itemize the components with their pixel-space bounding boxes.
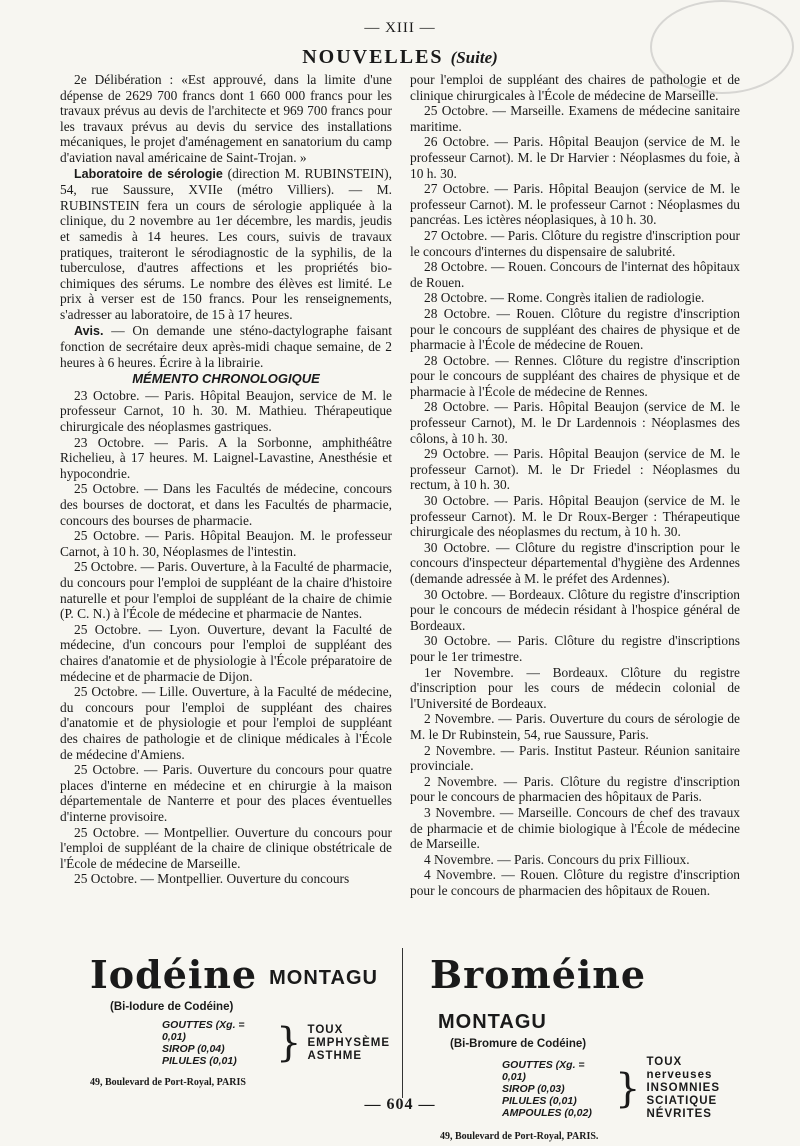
indication-item: TOUX — [307, 1023, 344, 1036]
bromeine-maker: MONTAGU — [438, 1011, 547, 1033]
labo-label: Laboratoire de sérologie — [74, 166, 223, 181]
list-item: 3 Novembre. — Marseille. Concours de chef des travaux de pharmacie et de chimie biologique à l'École de médecine de Marseille. — [410, 804, 740, 852]
list-item: 25 Octobre. — Montpellier. Ouverture du concours pour l'emploi de suppléant de la chaire de clinique obstétricale de l'École de médecine de Marseille. — [60, 824, 392, 871]
bromeine-brand: Broméine — [430, 952, 647, 997]
form-item: AMPOULES (0,02) — [502, 1106, 592, 1119]
page-number: — 604 — — [364, 1096, 436, 1113]
memento-heading: MÉMENTO CHRONOLOGIQUE — [132, 371, 320, 387]
avis-text: — On demande une sténo-dactylographe faisant fonction de secrétaire deux après-midi chaque semaine, de 2 heures à 6 heures. Écrire à la librairie. — [60, 322, 392, 370]
deliberation-paragraph: 2e Délibération : «Est approuvé, dans la limite d'une dépense de 2629 700 francs dont 1 660 000 francs pour les travaux prévus au devis de l'architecte et 969 700 francs pour les travaux prévus au devis du service des installations mécaniques, le projet d'aménagement en sanatorium du camp d'aviation naval américaine de Saint-Trojan. » — [60, 72, 392, 165]
avis-label: Avis. — [74, 323, 104, 338]
iodeine-brand: Iodéine — [90, 952, 258, 997]
section-title — [0, 46, 800, 69]
form-item: SIROP (0,04) — [162, 1043, 225, 1055]
list-item: 28 Octobre. — Rouen. Concours de l'internat des hôpitaux de Rouen. — [410, 259, 740, 290]
brace-icon: } — [615, 1065, 641, 1112]
right-column — [410, 72, 740, 898]
form-item: GOUTTES (Xg. = 0,01) — [502, 1058, 585, 1083]
indication-item: EMPHYSÈME — [307, 1036, 390, 1049]
form-item: PILULES (0,01) — [162, 1055, 237, 1067]
iodeine-maker: MONTAGU — [269, 967, 378, 989]
list-item: 25 Octobre. — Lille. Ouverture, à la Faculté de médecine, du concours pour l'emploi de suppléant des chaires d'anatomie et de physiologie et pour l'emploi de suppléant des chaires de pathologie et de clinique médicales à l'École de médecine d'Amiens. — [60, 684, 392, 762]
section-title-suite: (Suite) — [450, 48, 498, 67]
indication-item: TOUX nerveuses — [646, 1056, 713, 1081]
list-item: 4 Novembre. — Rouen. Clôture du registre d'inscription pour le concours de pharmacien des hôpitaux de Rouen. — [410, 867, 740, 898]
brace-icon: } — [276, 1020, 302, 1066]
form-item: PILULES (0,01) — [502, 1094, 577, 1107]
list-item: 25 Octobre. — Marseille. Examens de médecine sanitaire maritime. — [410, 103, 740, 134]
list-item: 2 Novembre. — Paris. Clôture du registre d'inscription pour le concours de pharmacien des hôpitaux de Paris. — [410, 773, 740, 805]
list-item: 27 Octobre. — Paris. Clôture du registre d'inscription pour le concours d'internes du dispensaire de salubrité. — [410, 227, 740, 259]
list-item: 28 Octobre. — Rennes. Clôture du registre d'inscription pour le concours de suppléant des chaires de physique et de pharmacie à l'École de médecine de Rennes. — [410, 352, 740, 399]
list-item: 27 Octobre. — Paris. Hôpital Beaujon (service de M. le professeur Carnot). M. le professeur Carnot : Néoplasmes du pancréas. Les ictères néoplasiques, à 10 h. 30. — [410, 181, 740, 228]
list-item: 26 Octobre. — Paris. Hôpital Beaujon (service de M. le professeur Carnot). M. le Dr Harvier : Néoplasmes du foie, à 10 h. 30. — [410, 134, 740, 181]
avis-paragraph — [60, 323, 392, 371]
list-item: 2 Novembre. — Paris. Institut Pasteur. Réunion sanitaire provinciale. — [410, 742, 740, 774]
section-title-text: NOUVELLES — [302, 46, 444, 68]
labo-paragraph — [60, 166, 392, 323]
iodeine-dosage — [162, 1019, 390, 1067]
iodeine-indications — [308, 1024, 391, 1063]
iodeine-subtitle: (Bi-Iodure de Codéine) — [110, 1001, 234, 1013]
list-item: 28 Octobre. — Paris. Hôpital Beaujon (service de M. le professeur Carnot), M. le Dr Lardennois : Néoplasmes des côlons, à 10 h. 30. — [410, 399, 740, 446]
list-item: 2 Novembre. — Paris. Ouverture du cours de sérologie de M. le Dr Rubinstein, 54, rue Saussure, Paris. — [410, 711, 740, 742]
indication-item: INSOMNIES — [646, 1082, 721, 1094]
list-item: 1er Novembre. — Bordeaux. Clôture du registre d'inscription pour les cours de médecin colonial de l'Université de Bordeaux. — [410, 664, 740, 711]
list-item: 30 Octobre. — Clôture du registre d'inscription pour le concours d'inspecteur départemental d'hygiène des Ardennes (demande adressée à M. le préfet des Ardennes). — [410, 539, 740, 586]
list-item: 28 Octobre. — Rome. Congrès italien de radiologie. — [424, 290, 705, 306]
list-item: 28 Octobre. — Rouen. Clôture du registre d'inscription pour le concours de suppléant des chaires de physique et de pharmacie à l'École de médecine de Rouen. — [410, 305, 740, 353]
left-column — [60, 72, 392, 887]
list-item: 25 Octobre. — Paris. Ouverture du concours pour quatre places d'interne en médecine et en chirurgie à la maison départementale de Nanterre et pour des places éventuelles d'interne provisoire. — [60, 762, 392, 824]
iodeine-forms — [162, 1019, 270, 1067]
list-item: 25 Octobre. — Dans les Facultés de médecine, concours des bourses de doctorat, et dans les Facultés de pharmacie, concours des bourses de pharmacie. — [60, 481, 392, 528]
indication-item: ASTHME — [307, 1049, 363, 1062]
form-item: SIROP (0,03) — [502, 1082, 565, 1095]
iodeine-address: 49, Boulevard de Port-Royal, PARIS — [90, 1077, 246, 1088]
list-item: 29 Octobre. — Paris. Hôpital Beaujon (service de M. le professeur Carnot). M. le Dr Friedel : Néoplasmes du rectum, à 10 h. 30. — [410, 446, 740, 493]
form-item: GOUTTES (Xg. = 0,01) — [162, 1019, 245, 1043]
folio-header: — XIII — — [364, 20, 436, 36]
labo-text: (direction M. RUBINSTEIN), 54, rue Saussure, XVIIe (métro Villiers). — M. RUBINSTEIN fera un cours de sérologie appliquée à la clinique, du 2 novembre au 1er décembre, les mardis, jeudis et samedis à 14 heures. Les cours, suivis de travaux pratiques, traiteront le sérodiagnostic de la syphilis, de la tuberculose, d'autres affections et les propriétés bio-chimiques des sérums. Le nombre des élèves est limité. Le prix à verser est de 150 francs. Pour les renseignements, s'adresser au laboratoire, de 15 à 17 heures. — [60, 165, 392, 322]
ad-divider — [402, 948, 403, 1098]
list-item: 25 Octobre. — Lyon. Ouverture, devant la Faculté de médecine, d'un concours pour l'emploi de suppléant des chaires d'anatomie et de physiologie à l'École préparatoire de médecine et de pharmacie de Dijon. — [60, 621, 392, 684]
indication-item: SCIATIQUE — [646, 1095, 718, 1107]
list-item: 23 Octobre. — Paris. Hôpital Beaujon, service de M. le professeur Carnot, 10 h. 30. M. Mathieu. Thérapeutique chirurgicale des néoplasmes gastriques. — [60, 387, 392, 435]
list-item: 25 Octobre. — Paris. Hôpital Beaujon. M. le professeur Carnot, à 10 h. 30, Néoplasmes de l'intestin. — [60, 528, 392, 559]
list-item: 4 Novembre. — Paris. Concours du prix Fillioux. — [424, 851, 690, 867]
bromeine-advertisement — [430, 952, 750, 1142]
iodeine-advertisement — [90, 952, 390, 1088]
list-item: pour l'emploi de suppléant des chaires de pathologie et de clinique chirurgicales à l'École de médecine de Marseille. — [410, 72, 740, 103]
bromeine-address: 49, Boulevard de Port-Royal, PARIS. — [440, 1131, 599, 1142]
bromeine-subtitle: (Bi-Bromure de Codéine) — [450, 1038, 587, 1050]
list-item: 30 Octobre. — Paris. Hôpital Beaujon (service de M. le professeur Carnot). M. le Dr Roux-Berger : Thérapeutique chirurgicale des néoplasmes du rectum, à 10 h. 30. — [410, 493, 740, 540]
indication-item: NÉVRITES — [646, 1108, 712, 1120]
list-item: 30 Octobre. — Bordeaux. Clôture du registre d'inscription pour le concours de médecin résidant à l'hospice général de Bordeaux. — [410, 586, 740, 633]
list-item: 23 Octobre. — Paris. A la Sorbonne, amphithéâtre Richelieu, à 17 heures. M. Laignel-Lavastine, Anesthésie et hypocondrie. — [60, 434, 392, 481]
list-item: 25 Octobre. — Montpellier. Ouverture du concours — [74, 871, 350, 887]
list-item: 30 Octobre. — Paris. Clôture du registre d'inscriptions pour le 1er trimestre. — [410, 633, 740, 664]
list-item: 25 Octobre. — Paris. Ouverture, à la Faculté de pharmacie, du concours pour l'emploi de suppléant de la chaire d'histoire naturelle et pour l'emploi de suppléant de la chaire de chimie (P. C. N.) à l'École de médecine et pharmacie de Nantes. — [60, 559, 392, 622]
